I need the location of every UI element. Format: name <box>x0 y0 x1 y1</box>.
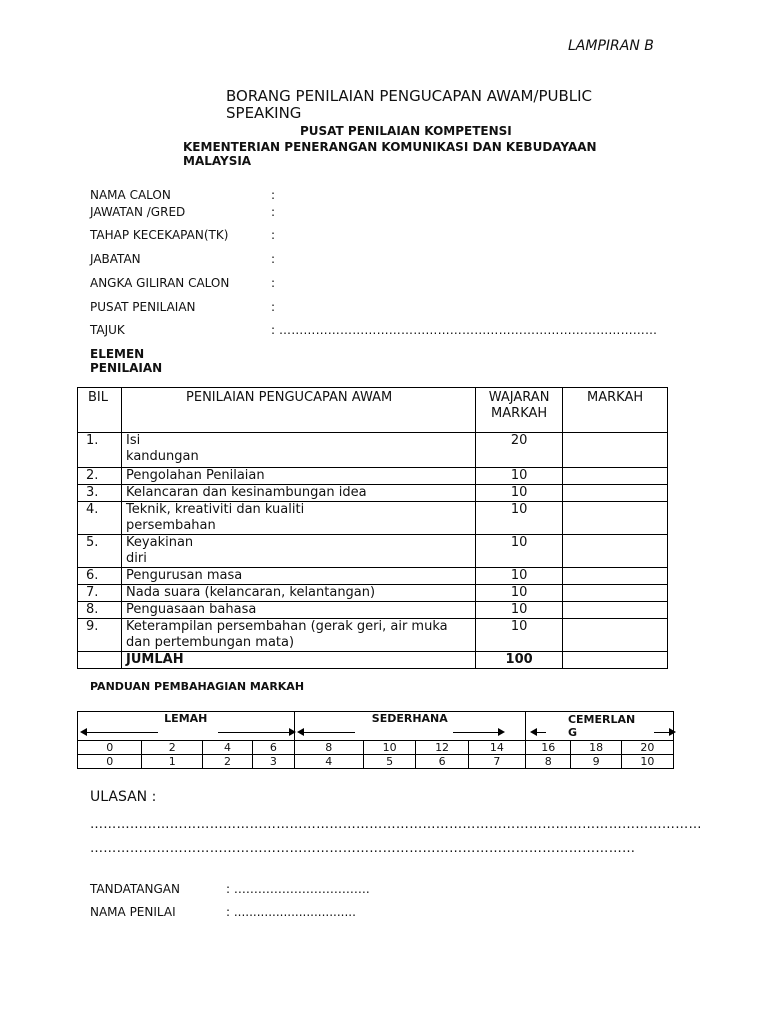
table-row <box>78 568 668 585</box>
row-wajaran: 10 <box>476 502 563 535</box>
band-cemerlang <box>525 712 673 741</box>
scale-cell: 10 <box>621 755 673 769</box>
row-bil: 8. <box>78 602 122 619</box>
tandatangan-field[interactable]: : ……………………………. <box>226 882 370 896</box>
row-item-text: Keterampilan persembahan (gerak geri, air muka dan pertembungan mata) <box>126 619 448 650</box>
scale-row-20 <box>78 741 674 755</box>
table-total-row <box>78 652 668 669</box>
total-label: JUMLAH <box>122 652 476 669</box>
lampiran-label: LAMPIRAN B <box>568 38 654 54</box>
row-markah-input[interactable] <box>563 468 668 485</box>
band-lemah <box>78 712 295 741</box>
arrow-line <box>303 732 355 733</box>
arrow-line <box>536 732 546 733</box>
scale-cell: 1 <box>142 755 203 769</box>
elemen-penilaian-heading: ELEMEN PENILAIAN <box>90 347 163 375</box>
scale-cell: 6 <box>253 741 294 755</box>
row-markah-input[interactable] <box>563 485 668 502</box>
field-angka-giliran-colon: : <box>271 276 276 290</box>
field-tajuk-colon: : <box>271 323 276 337</box>
ulasan-line-2[interactable]: …………………………………………………………………………………………………………… <box>90 841 636 856</box>
table-row <box>78 535 668 568</box>
table-row <box>78 585 668 602</box>
ulasan-line-1[interactable]: ………………………………………………………………………………………………………………………… <box>90 817 702 832</box>
scale-cell: 4 <box>294 755 363 769</box>
nama-penilai-label: NAMA PENILAI <box>90 905 176 919</box>
nama-penilai-field[interactable]: : ................................ <box>226 905 356 919</box>
row-markah-input[interactable] <box>563 433 668 468</box>
table-row <box>78 468 668 485</box>
row-item-text: Teknik, kreativiti dan kualiti persembahan <box>126 502 305 533</box>
row-item <box>122 535 476 568</box>
header-penilaian: PENILAIAN PENGUCAPAN AWAM <box>122 388 476 433</box>
scale-cell: 14 <box>468 741 525 755</box>
total-markah-input[interactable] <box>563 652 668 669</box>
table-row <box>78 485 668 502</box>
marks-scale-table <box>77 711 674 769</box>
scale-cell: 12 <box>416 741 468 755</box>
scale-cell: 5 <box>363 755 415 769</box>
row-item: Pengurusan masa <box>122 568 476 585</box>
scale-cell: 4 <box>203 741 253 755</box>
row-bil: 2. <box>78 468 122 485</box>
row-wajaran: 20 <box>476 433 563 468</box>
field-angka-giliran-label: ANGKA GILIRAN CALON <box>90 276 230 290</box>
band-lemah-label: LEMAH <box>164 712 208 725</box>
row-markah-input[interactable] <box>563 535 668 568</box>
field-tahap-colon: : <box>271 228 276 242</box>
total-wajaran: 100 <box>476 652 563 669</box>
arrow-line <box>453 732 499 733</box>
scale-cell: 0 <box>78 741 142 755</box>
field-tahap-label: TAHAP KECEKAPAN(TK) <box>90 228 229 242</box>
form-subtitle-ministry: KEMENTERIAN PENERANGAN KOMUNIKASI DAN KEBUDAYAAN MALAYSIA <box>183 140 597 168</box>
scale-cell: 2 <box>142 741 203 755</box>
row-item-text: Keyakinan diri <box>126 535 194 566</box>
header-wajaran: WAJARAN MARKAH <box>476 388 563 433</box>
row-markah-input[interactable] <box>563 585 668 602</box>
field-jabatan-colon: : <box>271 252 276 266</box>
scale-cell: 6 <box>416 755 468 769</box>
row-item: Penguasaan bahasa <box>122 602 476 619</box>
field-pusat-colon: : <box>271 300 276 314</box>
arrow-line <box>654 732 670 733</box>
scale-row-10 <box>78 755 674 769</box>
scale-cell: 0 <box>78 755 142 769</box>
row-item: Nada suara (kelancaran, kelantangan) <box>122 585 476 602</box>
row-bil: 6. <box>78 568 122 585</box>
band-sederhana <box>294 712 525 741</box>
row-item <box>122 433 476 468</box>
scale-cell: 2 <box>203 755 253 769</box>
field-pusat-label: PUSAT PENILAIAN <box>90 300 196 314</box>
row-wajaran: 10 <box>476 568 563 585</box>
scale-cell: 7 <box>468 755 525 769</box>
row-item: Kelancaran dan kesinambungan idea <box>122 485 476 502</box>
arrow-line <box>86 732 158 733</box>
row-wajaran: 10 <box>476 602 563 619</box>
field-tajuk-label: TAJUK <box>90 323 125 337</box>
field-jawatan-colon: : <box>271 205 276 219</box>
panduan-heading: PANDUAN PEMBAHAGIAN MARKAH <box>90 680 305 693</box>
scale-cell: 8 <box>294 741 363 755</box>
row-bil: 3. <box>78 485 122 502</box>
band-sederhana-label: SEDERHANA <box>371 712 448 725</box>
total-bil <box>78 652 122 669</box>
scale-cell: 20 <box>621 741 673 755</box>
table-row <box>78 433 668 468</box>
field-jawatan-label: JAWATAN /GRED <box>90 205 186 219</box>
row-markah-input[interactable] <box>563 619 668 652</box>
row-bil: 9. <box>78 619 122 652</box>
row-wajaran: 10 <box>476 619 563 652</box>
arrow-right-icon <box>669 728 676 736</box>
row-markah-input[interactable] <box>563 502 668 535</box>
scale-cell: 16 <box>525 741 571 755</box>
assessment-table <box>77 387 668 669</box>
field-nama-calon-colon: : <box>271 188 276 202</box>
row-bil: 5. <box>78 535 122 568</box>
scale-cell: 9 <box>571 755 621 769</box>
table-header-row <box>78 388 668 433</box>
tandatangan-label: TANDATANGAN <box>90 882 180 896</box>
row-bil: 7. <box>78 585 122 602</box>
scale-cell: 3 <box>253 755 294 769</box>
field-tajuk-dotted-line: ………………………………………………………………………………… <box>279 323 658 337</box>
row-markah-input[interactable] <box>563 602 668 619</box>
table-row <box>78 602 668 619</box>
row-markah-input[interactable] <box>563 568 668 585</box>
scale-cell: 8 <box>525 755 571 769</box>
row-wajaran: 10 <box>476 535 563 568</box>
arrow-right-icon <box>498 728 505 736</box>
row-item-text: Isi kandungan <box>126 433 199 464</box>
header-bil: BIL <box>78 388 122 433</box>
band-cemerlang-label: CEMERLANG <box>567 713 636 739</box>
row-bil: 4. <box>78 502 122 535</box>
row-wajaran: 10 <box>476 585 563 602</box>
field-nama-calon-label: NAMA CALON <box>90 188 171 202</box>
form-title: BORANG PENILAIAN PENGUCAPAN AWAM/PUBLIC SPEAKING <box>226 87 593 122</box>
arrow-line <box>218 732 290 733</box>
scale-cell: 18 <box>571 741 621 755</box>
row-wajaran: 10 <box>476 468 563 485</box>
form-subtitle-center: PUSAT PENILAIAN KOMPETENSI <box>300 124 512 138</box>
field-jabatan-label: JABATAN <box>90 252 141 266</box>
table-row <box>78 502 668 535</box>
row-item <box>122 502 476 535</box>
band-row <box>78 712 674 741</box>
ulasan-label: ULASAN : <box>90 789 157 805</box>
row-item <box>122 619 476 652</box>
row-item: Pengolahan Penilaian <box>122 468 476 485</box>
row-wajaran: 10 <box>476 485 563 502</box>
row-bil: 1. <box>78 433 122 468</box>
scale-cell: 10 <box>363 741 415 755</box>
table-row <box>78 619 668 652</box>
header-markah: MARKAH <box>563 388 668 433</box>
